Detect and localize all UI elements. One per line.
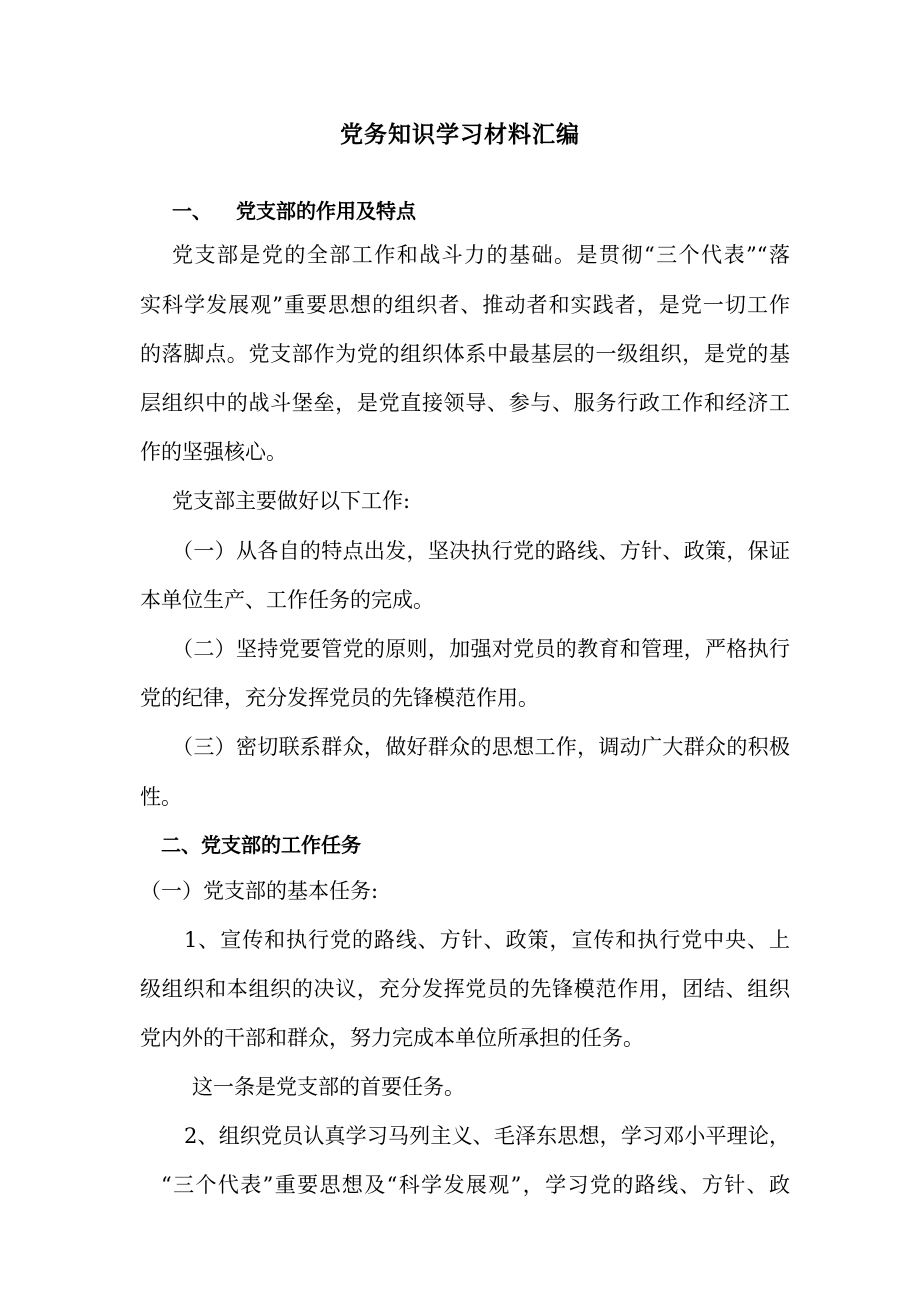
work-item-2-cont: 党的纪律，充分发挥党员的先锋模范作用。 xyxy=(140,686,539,710)
section1-heading: 党支部的作用及特点 xyxy=(236,199,416,223)
paragraph-line: 的落脚点。党支部作为党的组织体系中最基层的一级组织，是党的基 xyxy=(140,342,790,366)
task-1-line: 党内外的干部和群众，努力完成本单位所承担的任务。 xyxy=(140,1026,644,1050)
task-1-line: 级组织和本组织的决议，充分发挥党员的先锋模范作用，团结、组织 xyxy=(140,977,790,1001)
paragraph-line: 实科学发展观”重要思想的组织者、推动者和实践者，是党一切工作 xyxy=(140,293,790,317)
section2-heading: 二、党支部的工作任务 xyxy=(161,833,361,857)
section1-number: 一、 xyxy=(172,199,212,223)
paragraph-line: 作的坚强核心。 xyxy=(140,440,287,464)
work-item-2: （二）坚持党要管党的原则，加强对党员的教育和管理，严格执行 xyxy=(172,637,790,661)
document-title: 党务知识学习材料汇编 xyxy=(340,122,580,148)
work-item-1: （一）从各自的特点出发，坚决执行党的路线、方针、政策，保证 xyxy=(172,539,790,563)
task-2-line: 2、组织党员认真学习马列主义、毛泽东思想，学习邓小平理论， xyxy=(184,1124,790,1148)
work-item-3-cont: 性。 xyxy=(140,785,182,809)
paragraph-line: 党支部是党的全部工作和战斗力的基础。是贯彻“三个代表”“落 xyxy=(172,243,790,267)
task-2-line: “三个代表”重要思想及“科学发展观”，学习党的路线、方针、政 xyxy=(161,1173,790,1197)
paragraph-line: 层组织中的战斗堡垒，是党直接领导、参与、服务行政工作和经济工 xyxy=(140,391,790,415)
work-item-1-cont: 本单位生产、工作任务的完成。 xyxy=(140,588,434,612)
work-intro: 党支部主要做好以下工作: xyxy=(172,489,411,513)
task-1-line: 1、宣传和执行党的路线、方针、政策，宣传和执行党中央、上 xyxy=(184,928,790,952)
subsection-heading: （一）党支部的基本任务: xyxy=(140,879,379,903)
task-1-note: 这一条是党支部的首要任务。 xyxy=(192,1075,465,1099)
work-item-3: （三）密切联系群众，做好群众的思想工作，调动广大群众的积极 xyxy=(172,735,790,759)
